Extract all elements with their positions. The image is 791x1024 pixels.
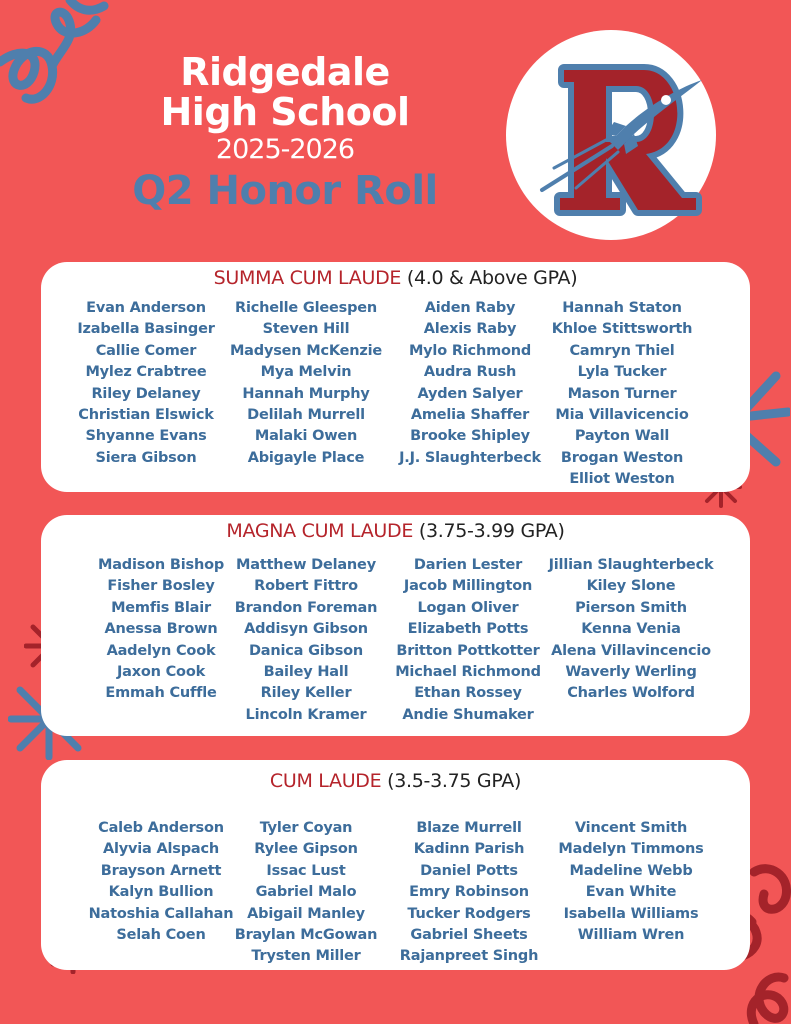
- student-name: Charles Wolford: [567, 685, 695, 702]
- student-name: Elizabeth Potts: [407, 621, 529, 638]
- student-name: Ayden Salyer: [417, 385, 523, 402]
- section-heading: [41, 518, 750, 544]
- student-name: Britton Pottkotter: [396, 642, 540, 659]
- student-name: Vincent Smith: [574, 820, 688, 836]
- student-name: Evan White: [585, 884, 677, 901]
- student-name: Fisher Bosley: [107, 578, 215, 595]
- section-gpa: (4.0 & Above GPA): [406, 267, 578, 289]
- name-column: [537, 298, 707, 491]
- student-name: Richelle Gleespen: [234, 300, 378, 316]
- school-logo: [506, 30, 716, 240]
- student-name: Robert Fittro: [254, 578, 358, 595]
- student-name: Natoshia Callahan: [88, 905, 234, 922]
- student-name: Issac Lust: [266, 862, 346, 879]
- student-name: Brogan Weston: [560, 449, 684, 466]
- student-name: Hannah Murphy: [242, 385, 370, 402]
- student-name: Tyler Coyan: [259, 820, 353, 836]
- student-name: Christian Elswick: [78, 407, 214, 424]
- student-name: Rajanpreet Singh: [399, 948, 539, 965]
- student-name: Riley Delaney: [91, 385, 201, 402]
- student-name: Emry Robinson: [409, 884, 529, 901]
- student-name: Madelyn Timmons: [558, 841, 704, 858]
- magna-cum-laude-panel: [41, 515, 750, 736]
- student-name: Kalyn Bullion: [108, 884, 214, 901]
- section-heading: [41, 265, 750, 291]
- school-year: 2025-2026: [215, 134, 355, 165]
- student-name: Memfis Blair: [111, 599, 211, 616]
- student-name: Madeline Webb: [569, 862, 693, 879]
- student-name: J.J. Slaughterbeck: [399, 449, 541, 466]
- student-name: Alena Villavincencio: [551, 642, 711, 659]
- student-name: Kadinn Parish: [413, 841, 525, 858]
- name-column: [383, 555, 553, 726]
- student-name: Rylee Gipson: [254, 841, 358, 858]
- student-name: Anessa Brown: [104, 621, 218, 638]
- student-name: Kenna Venia: [581, 621, 681, 638]
- rocket-icon: [506, 30, 716, 240]
- student-name: Aadelyn Cook: [106, 642, 216, 659]
- student-name: Malaki Owen: [254, 428, 358, 445]
- student-name: Delilah Murrell: [247, 407, 365, 424]
- student-name: Brayson Arnett: [100, 862, 222, 879]
- name-column: [221, 818, 391, 968]
- honor-roll-title: Q2 Honor Roll: [132, 168, 438, 214]
- student-name: Michael Richmond: [395, 664, 541, 681]
- student-name: Steven Hill: [262, 321, 350, 338]
- student-name: Amelia Shaffer: [410, 407, 530, 424]
- name-column: [61, 298, 231, 469]
- student-name: Evan Anderson: [86, 300, 206, 316]
- student-name: Pierson Smith: [575, 599, 687, 616]
- student-name: Darien Lester: [413, 557, 523, 573]
- name-column: [221, 298, 391, 469]
- student-name: Camryn Thiel: [569, 342, 675, 359]
- student-name: Gabriel Malo: [255, 884, 357, 901]
- student-name: Gabriel Sheets: [410, 927, 528, 944]
- student-name: Alexis Raby: [423, 321, 517, 338]
- student-name: Mason Turner: [567, 385, 677, 402]
- student-name: Brooke Shipley: [410, 428, 530, 445]
- student-name: Jaxon Cook: [116, 664, 206, 681]
- student-name: Payton Wall: [574, 428, 670, 445]
- student-name: Danica Gibson: [248, 642, 364, 659]
- section-heading: [41, 768, 750, 794]
- student-name: Caleb Anderson: [98, 820, 224, 836]
- cum-laude-panel: [41, 760, 750, 970]
- student-name: Lyla Tucker: [577, 364, 667, 381]
- student-name: Izabella Basinger: [77, 321, 215, 338]
- student-name: Selah Coen: [116, 927, 206, 944]
- student-name: Alyvia Alspach: [102, 841, 219, 858]
- student-name: Callie Comer: [95, 342, 197, 359]
- student-name: Hannah Staton: [562, 300, 682, 316]
- name-column: [221, 555, 391, 726]
- name-column: [384, 818, 554, 968]
- student-name: Bailey Hall: [263, 664, 349, 681]
- student-name: Trysten Miller: [251, 948, 361, 965]
- student-name: Kiley Slone: [586, 578, 676, 595]
- section-gpa: (3.5-3.75 GPA): [387, 770, 522, 792]
- section-name: MAGNA CUM LAUDE: [226, 520, 414, 542]
- student-name: Mylo Richmond: [408, 342, 532, 359]
- student-name: Jacob Millington: [403, 578, 533, 595]
- student-name: Tucker Rodgers: [407, 905, 531, 922]
- student-name: Daniel Potts: [420, 862, 518, 879]
- name-column: [546, 818, 716, 946]
- student-name: Addisyn Gibson: [244, 621, 368, 638]
- student-name: Jillian Slaughterbeck: [548, 557, 714, 573]
- student-name: Brandon Foreman: [234, 599, 378, 616]
- student-name: Emmah Cuffle: [105, 685, 217, 702]
- summa-cum-laude-panel: [41, 262, 750, 492]
- student-name: Elliot Weston: [569, 471, 675, 488]
- student-name: Khloe Stittsworth: [551, 321, 693, 338]
- student-name: Aiden Raby: [424, 300, 516, 316]
- school-name-line1: Ridgedale: [180, 50, 390, 94]
- student-name: Waverly Werling: [565, 664, 697, 681]
- student-name: Mya Melvin: [260, 364, 352, 381]
- student-name: William Wren: [577, 927, 685, 944]
- student-name: Abigail Manley: [247, 905, 365, 922]
- student-name: Ethan Rossey: [414, 685, 522, 702]
- title-block: [100, 52, 470, 214]
- student-name: Logan Oliver: [417, 599, 519, 616]
- student-name: Mylez Crabtree: [85, 364, 207, 381]
- student-name: Matthew Delaney: [236, 557, 376, 573]
- student-name: Riley Keller: [260, 685, 352, 702]
- student-name: Madison Bishop: [97, 557, 225, 573]
- student-name: Lincoln Kramer: [245, 706, 367, 723]
- student-name: Abigayle Place: [247, 449, 365, 466]
- name-column: [385, 298, 555, 469]
- name-column: [546, 555, 716, 705]
- student-name: Audra Rush: [423, 364, 517, 381]
- section-name: SUMMA CUM LAUDE: [213, 267, 402, 289]
- section-gpa: (3.75-3.99 GPA): [418, 520, 565, 542]
- student-name: Blaze Murrell: [416, 820, 522, 836]
- section-name: CUM LAUDE: [269, 770, 382, 792]
- student-name: Madysen McKenzie: [229, 342, 383, 359]
- student-name: Siera Gibson: [95, 449, 197, 466]
- student-name: Isabella Williams: [563, 905, 699, 922]
- student-name: Mia Villavicencio: [555, 407, 689, 424]
- school-name-line2: High School: [160, 90, 410, 134]
- student-name: Andie Shumaker: [402, 706, 534, 723]
- student-name: Shyanne Evans: [85, 428, 207, 445]
- student-name: Braylan McGowan: [234, 927, 378, 944]
